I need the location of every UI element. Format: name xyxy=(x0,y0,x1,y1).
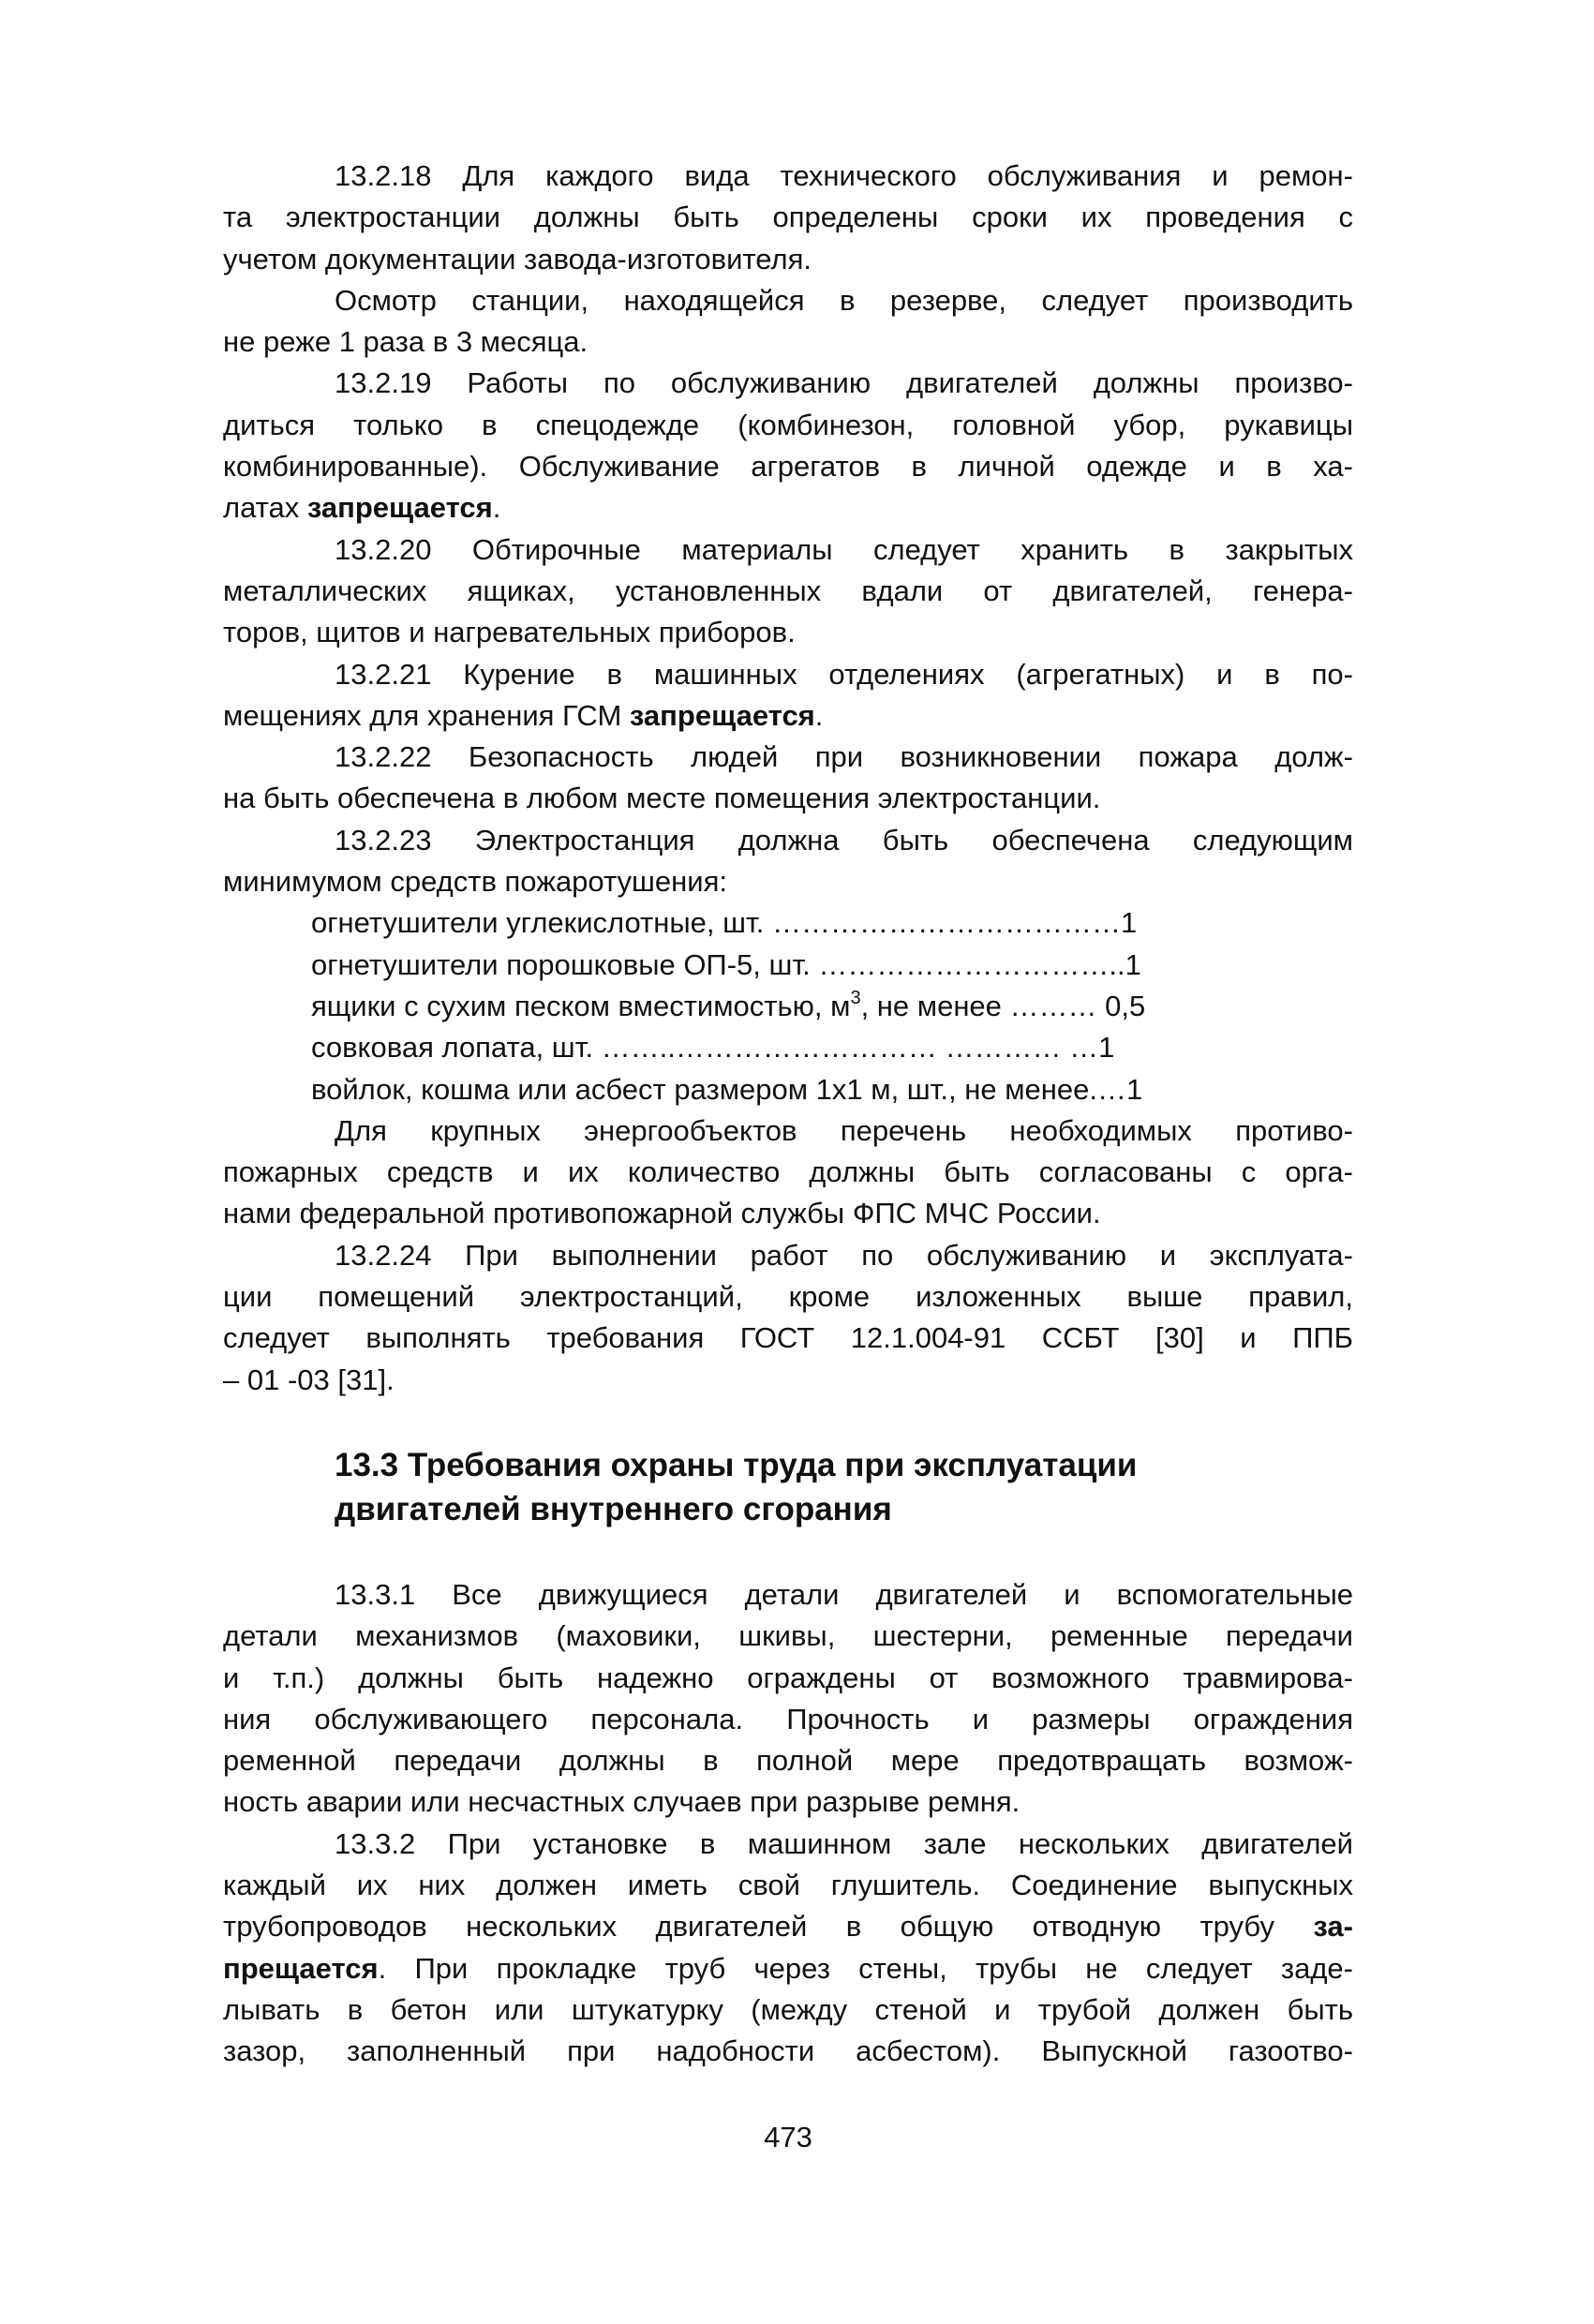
text-line xyxy=(223,861,1353,902)
text-segment: детали механизмов (маховики, шкивы, шестерни, ременные передачи xyxy=(223,1619,1353,1653)
text-segment: трубопроводов нескольких двигателей в общую отводную трубу xyxy=(223,1910,1314,1944)
text-line xyxy=(223,737,1353,778)
list-item xyxy=(223,986,1353,1027)
text-segment: Осмотр станции, находящейся в резерве, следует производить xyxy=(335,283,1353,317)
text-segment: . При прокладке труб через стены, трубы не следует заде- xyxy=(378,1951,1353,1985)
text-segment: та электростанции должны быть определены сроки их проведения с xyxy=(223,201,1353,234)
text-segment: диться только в спецодежде (комбинезон, головной убор, рукавицы xyxy=(223,408,1353,441)
text-segment: ции помещений электростанций, кроме изложенных выше правил, xyxy=(223,1280,1353,1314)
text-line xyxy=(223,1948,1353,1989)
text-segment: комбинированные). Обслуживание агрегатов в личной одежде и в ха- xyxy=(223,450,1353,484)
text-segment: учетом документации завода-изготовителя. xyxy=(223,242,812,276)
text-segment: торов, щитов и нагревательных приборов. xyxy=(223,616,796,649)
text-line xyxy=(223,1193,1353,1234)
text-line xyxy=(223,820,1353,861)
text-segment: на быть обеспечена в любом месте помещения электростанции. xyxy=(223,782,1101,815)
text-line xyxy=(223,1360,1353,1401)
text-line xyxy=(223,1318,1353,1359)
text-segment: . xyxy=(814,698,824,732)
text-line xyxy=(223,1152,1353,1193)
text-line xyxy=(223,405,1353,446)
list-item xyxy=(223,1027,1353,1068)
text-segment: каждый их них должен иметь свой глушитель. Соединение выпускных xyxy=(223,1868,1353,1901)
document-page xyxy=(223,156,1353,2072)
bold-text: запрещается xyxy=(306,491,493,525)
text-line xyxy=(223,156,1353,197)
text-segment: лывать в бетон или штукатурку (между стеной и трубой должен быть xyxy=(223,1992,1353,2026)
list-item xyxy=(223,1069,1353,1110)
text-line xyxy=(223,1824,1353,1865)
text-line xyxy=(223,1781,1353,1823)
text-line xyxy=(223,1616,1353,1657)
text-segment: не реже 1 раза в 3 месяца. xyxy=(223,325,588,359)
superscript: 3 xyxy=(850,987,861,1008)
text-segment: 13.3.1 Все движущиеся детали двигателей и вспомогательные xyxy=(335,1577,1353,1611)
text-line xyxy=(223,529,1353,571)
text-line xyxy=(223,239,1353,280)
text-line xyxy=(223,487,1353,529)
text-line xyxy=(223,1574,1353,1616)
text-line xyxy=(223,654,1353,695)
text-segment: 13.2.20 Обтирочные материалы следует хранить в закрытых xyxy=(335,532,1353,566)
page-number: 473 xyxy=(764,2121,812,2153)
text-line xyxy=(223,1865,1353,1906)
text-segment: зазор, заполненный при надобности асбестом). Выпускной газоотво- xyxy=(223,2034,1353,2068)
text-line xyxy=(223,778,1353,819)
text-segment: ящики с сухим песком вместимостью, м xyxy=(311,989,851,1022)
bold-text: запрещается xyxy=(629,698,815,732)
text-segment: 13.2.23 Электростанция должна быть обеспечена следующим xyxy=(335,823,1353,857)
text-segment: совковая лопата, шт. ……..……………………… ………… …1 xyxy=(311,1031,1115,1065)
text-segment: 13.2.22 Безопасность людей при возникновении пожара долж- xyxy=(335,740,1353,774)
text-segment: 13.2.24 При выполнении работ по обслуживанию и эксплуата- xyxy=(335,1238,1353,1272)
text-segment: 13.3.2 При установке в машинном зале нескольких двигателей xyxy=(335,1826,1353,1860)
text-line xyxy=(223,363,1353,404)
heading-line: 13.3 Требования охраны труда при эксплуатации xyxy=(335,1446,1138,1483)
text-segment: ременной передачи должны в полной мере предотвращать возмож- xyxy=(223,1744,1353,1778)
list-item xyxy=(223,945,1353,986)
text-line xyxy=(223,1276,1353,1318)
text-line xyxy=(223,2031,1353,2072)
text-segment: Для крупных энергообъектов перечень необходимых противо- xyxy=(335,1113,1353,1147)
text-line xyxy=(223,1658,1353,1699)
text-segment: ния обслуживающего персонала. Прочность и размеры ограждения xyxy=(223,1702,1353,1736)
text-line xyxy=(223,197,1353,238)
text-line xyxy=(223,571,1353,612)
text-line xyxy=(223,280,1353,321)
text-segment: огнетушители порошковые ОП-5, шт. …………………………..1 xyxy=(311,947,1141,981)
text-segment: – 01 -03 [31]. xyxy=(223,1363,395,1396)
text-segment: . xyxy=(492,491,501,525)
section-13-3-text xyxy=(223,1574,1353,2073)
bold-text: за- xyxy=(1313,1910,1353,1944)
text-line xyxy=(223,1989,1353,2031)
bold-text: прещается xyxy=(223,1951,379,1985)
text-line xyxy=(223,1235,1353,1276)
text-segment: следует выполнять требования ГОСТ 12.1.004-91 ССБТ [30] и ППБ xyxy=(223,1321,1353,1355)
text-line xyxy=(223,1699,1353,1740)
text-line xyxy=(223,1110,1353,1152)
text-line xyxy=(223,321,1353,363)
text-segment: мещениях для хранения ГСМ xyxy=(223,698,630,732)
text-line xyxy=(223,1906,1353,1947)
text-segment: ность аварии или несчастных случаев при разрыве ремня. xyxy=(223,1785,1020,1819)
text-segment: войлок, кошма или асбест размером 1х1 м, шт., не менее.…1 xyxy=(311,1072,1143,1106)
text-segment: латах xyxy=(223,491,307,525)
text-segment: пожарных средств и их количество должны быть согласованы с орга- xyxy=(223,1155,1353,1189)
text-segment: 13.2.19 Работы по обслуживанию двигателей должны произво- xyxy=(335,366,1353,400)
text-line xyxy=(223,446,1353,487)
text-segment: 13.2.18 Для каждого вида технического обслуживания и ремон- xyxy=(335,159,1353,192)
text-segment: 13.2.21 Курение в машинных отделениях (агрегатных) и в по- xyxy=(335,657,1353,691)
text-segment: минимумом средств пожаротушения: xyxy=(223,865,727,899)
heading-line: двигателей внутреннего сгорания xyxy=(335,1490,892,1527)
text-line xyxy=(223,612,1353,653)
list-item xyxy=(223,902,1353,944)
section-13-2-text xyxy=(223,156,1353,1401)
section-heading-13-3 xyxy=(335,1443,1353,1531)
text-segment: металлических ящиках, установленных вдали от двигателей, генера- xyxy=(223,574,1353,607)
text-segment: , не менее ……… 0,5 xyxy=(860,989,1146,1022)
text-segment: огнетушители углекислотные, шт. ………………………………1 xyxy=(311,906,1138,940)
text-line xyxy=(223,695,1353,737)
text-segment: нами федеральной противопожарной службы ФПС МЧС России. xyxy=(223,1197,1101,1230)
text-line xyxy=(223,1740,1353,1781)
text-segment: и т.п.) должны быть надежно ограждены от возможного травмирова- xyxy=(223,1661,1353,1694)
